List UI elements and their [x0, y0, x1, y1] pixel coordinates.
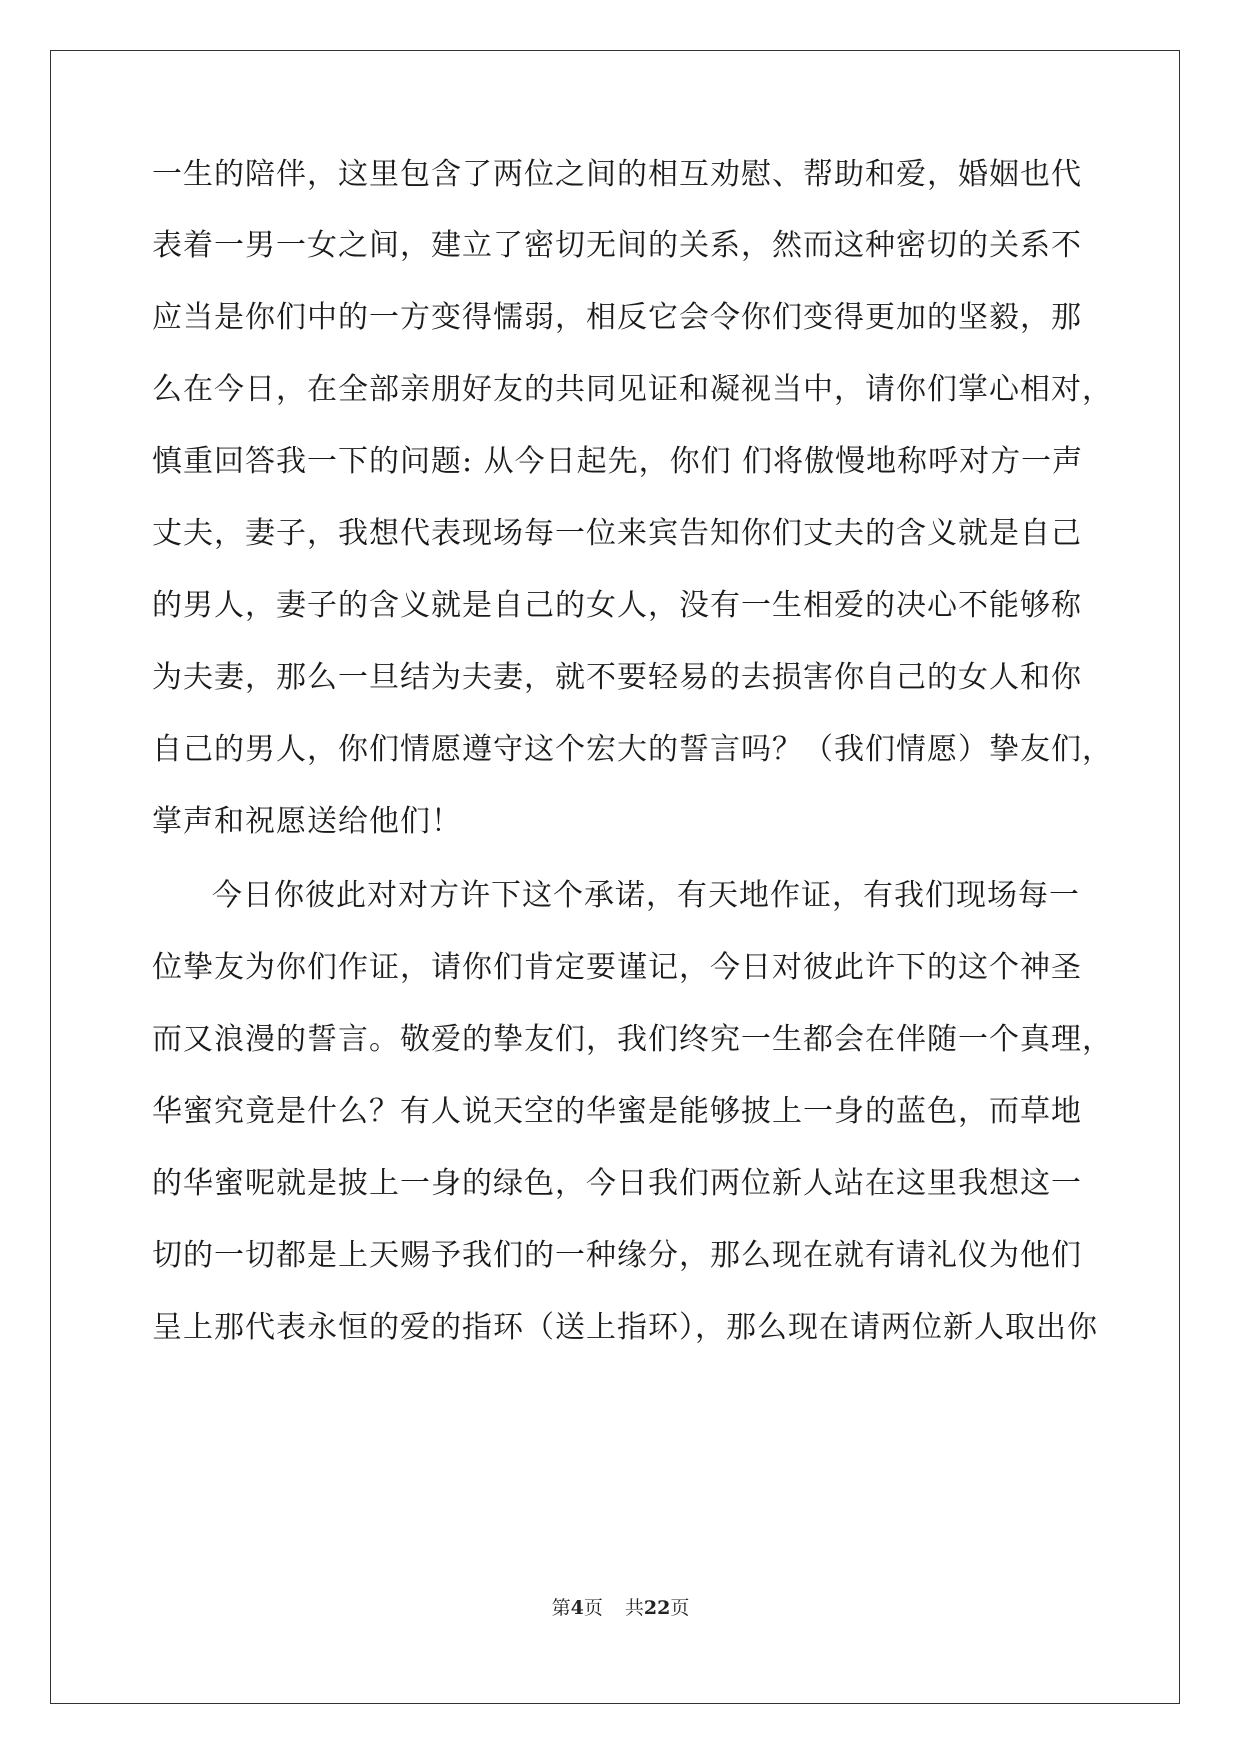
text-line: 一生的陪伴，这里包含了两位之间的相互劝慰、帮助和爱，婚姻也代 [152, 157, 1082, 192]
text-line: 切的一切都是上天赐予我们的一种缘分，那么现在就有请礼仪为他们 [152, 1238, 1082, 1273]
text-line: 应当是你们中的一方变得懦弱，相反它会令你们变得更加的坚毅，那 [152, 300, 1082, 335]
text-line: 丈夫，妻子，我想代表现场每一位来宾告知你们丈夫的含义就是自己 [152, 516, 1082, 551]
total-unit: 页 [670, 1597, 690, 1619]
page-footer [0, 1596, 1241, 1620]
page-unit: 页 [583, 1597, 603, 1619]
text-line: 表着一男一女之间，建立了密切无间的关系，然而这种密切的关系不 [152, 228, 1082, 263]
text-line: 么在今日，在全部亲朋好友的共同见证和凝视当中，请你们掌心相对， [152, 372, 1113, 407]
page-number: 4 [570, 1597, 584, 1619]
text-line: 位挚友为你们作证，请你们肯定要谨记，今日对彼此许下的这个神圣 [152, 950, 1082, 985]
text-line: 呈上那代表永恒的爱的指环（送上指环），那么现在请两位新人取出你 [152, 1310, 1098, 1345]
text-line: 为夫妻，那么一旦结为夫妻，就不要轻易的去损害你自己的女人和你 [152, 660, 1082, 695]
total-pages: 22 [643, 1597, 671, 1619]
text-line: 而又浪漫的誓言。敬爱的挚友们，我们终究一生都会在伴随一个真理， [152, 1022, 1113, 1057]
page-prefix: 第 [551, 1597, 571, 1619]
text-line: 的男人，妻子的含义就是自己的女人，没有一生相爱的决心不能够称 [152, 588, 1082, 623]
text-line: 自己的男人，你们情愿遵守这个宏大的誓言吗？（我们情愿）挚友们， [152, 732, 1113, 767]
text-line: 的华蜜呢就是披上一身的绿色，今日我们两位新人站在这里我想这一 [152, 1166, 1082, 1201]
paragraph-first-line: 今日你彼此对对方许下这个承诺，有天地作证，有我们现场每一 [212, 878, 1080, 913]
text-line: 慎重回答我一下的问题: 从今日起先，你们 们将傲慢地称呼对方一声 [152, 444, 1084, 479]
text-line: 华蜜究竟是什么？有人说天空的华蜜是能够披上一身的蓝色，而草地 [152, 1094, 1082, 1129]
total-prefix: 共 [624, 1597, 644, 1619]
text-line: 掌声和祝愿送给他们！ [152, 804, 462, 839]
